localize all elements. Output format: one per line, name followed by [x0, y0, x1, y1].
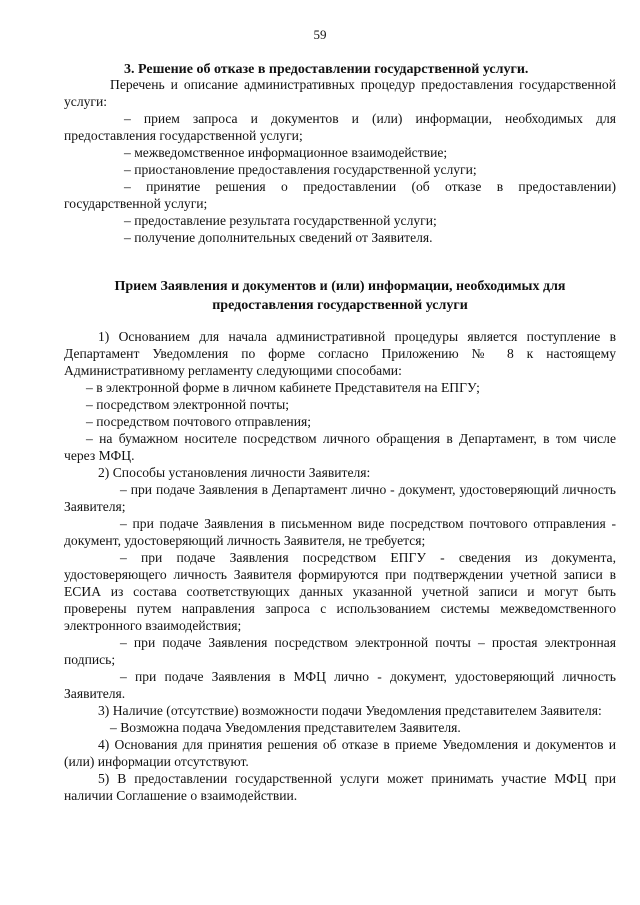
procedure-item: – предоставление результата государственной услуги;	[124, 213, 437, 228]
paragraph-1-item: – посредством почтового отправления;	[86, 414, 312, 429]
procedure-item: – межведомственное информационное взаимодействие;	[124, 145, 448, 160]
procedure-item: – принятие решения о предоставлении (об отказе в предоставлении) государственной услуги;	[64, 179, 616, 211]
paragraph-1: 1) Основанием для начала административной процедуры является поступление в Департамент Уведомления по форме согласно Приложению № 8 к настоящему Административному регламенту следующими способами:	[64, 329, 616, 378]
paragraph-1-item: – в электронной форме в личном кабинете Представителя на ЕПГУ;	[86, 380, 480, 395]
paragraph-5: 5) В предоставлении государственной услуги может принимать участие МФЦ при наличии Соглашение о взаимодействии.	[64, 771, 616, 803]
subsection-title	[64, 277, 616, 315]
procedures-block	[64, 76, 616, 246]
paragraph-2-item: – при подаче Заявления в МФЦ лично - документ, удостоверяющий личность Заявителя.	[64, 669, 616, 701]
intro-paragraph: Перечень и описание административных процедур предоставления государственной услуги:	[64, 77, 616, 109]
paragraph-2-item: – при подаче Заявления в письменном виде посредством почтового отправления - документ, удостоверяющий личность Заявителя, не требуется;	[64, 516, 616, 548]
paragraph-2-item: – при подаче Заявления в Департамент лично - документ, удостоверяющий личность Заявителя;	[64, 482, 616, 514]
paragraph-3-item: – Возможна подача Уведомления представителем Заявителя.	[110, 720, 461, 735]
paragraph-1-item: – на бумажном носителе посредством личного обращения в Департамент, в том числе через МФЦ.	[64, 431, 616, 463]
procedure-item: – прием запроса и документов и (или) информации, необходимых для предоставления государственной услуги;	[64, 111, 616, 143]
section-title: 3. Решение об отказе в предоставлении государственной услуги.	[124, 62, 529, 77]
paragraph-2-item: – при подаче Заявления посредством ЕПГУ - сведения из документа, удостоверяющего личность Заявителя формируются при подтверждении учетной записи в ЕСИА из состава соответствующих данных указанной учетной записи и могут быть проверены путем направления запроса с использованием системы межведомственного электронного взаимодействия;	[64, 550, 616, 633]
paragraph-3: 3) Наличие (отсутствие) возможности подачи Уведомления представителем Заявителя:	[98, 703, 602, 718]
procedure-item: – получение дополнительных сведений от Заявителя.	[124, 230, 433, 245]
paragraph-2-item: – при подаче Заявления посредством электронной почты – простая электронная подпись;	[64, 635, 616, 667]
procedure-item: – приостановление предоставления государственной услуги;	[124, 162, 477, 177]
subsection-title-line2: предоставления государственной услуги	[212, 298, 468, 313]
page-number: 59	[313, 27, 327, 42]
subsection-title-line1: Прием Заявления и документов и (или) информации, необходимых для	[114, 279, 566, 294]
procedure-description	[64, 328, 616, 804]
paragraph-2: 2) Способы установления личности Заявителя:	[98, 465, 371, 480]
paragraph-1-item: – посредством электронной почты;	[86, 397, 290, 412]
paragraph-4: 4) Основания для принятия решения об отказе в приеме Уведомления и документов и (или) информации отсутствуют.	[64, 737, 616, 769]
